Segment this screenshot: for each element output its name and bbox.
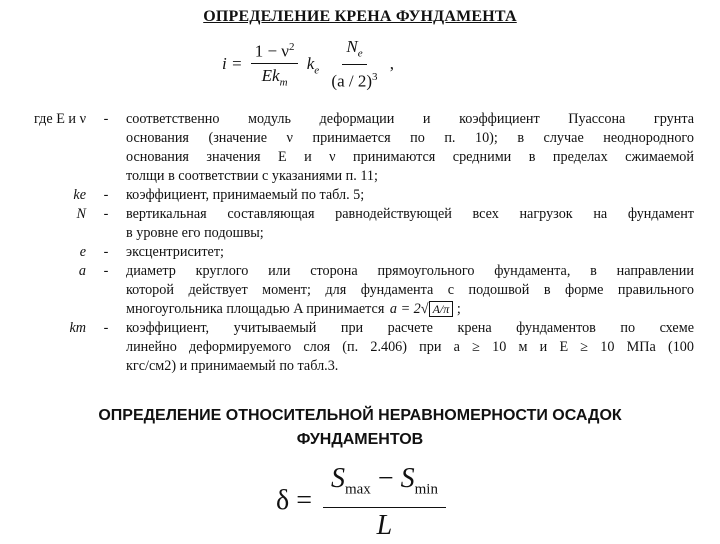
fraction-poisson: $\frac{1 - \nu^2}{Ek_m}$ xyxy=(251,36,299,94)
definition-symbol: где E и ν xyxy=(34,111,86,127)
page-title: ОПРЕДЕЛЕНИЕ КРЕНА ФУНДАМЕНТА xyxy=(203,8,517,25)
formula-lhs: i = xyxy=(222,53,243,73)
definition-row: ke - коэффициент, принимаемый по табл. 5; xyxy=(0,186,720,205)
definition-symbol: N xyxy=(76,206,86,222)
definition-row: N - вертикальная составляющая равнодействующей всех нагрузок на фундамент xyxy=(0,205,720,224)
tilt-formula: i = $\frac{1 - \nu^2}{Ek_m}$ $k_e$ $\frac{N_e}{(a / 2)^3}$ , xyxy=(222,36,394,94)
fraction-settlement: $\frac{S_{max} - S_{min}}{L}$ xyxy=(323,462,446,544)
definition-row: km - коэффициент, учитываемый при расчете крена фундаментов по схеме xyxy=(0,319,720,338)
fraction-load: $\frac{N_e}{(a / 2)^3}$ xyxy=(331,37,378,92)
definitions-list: где E и ν - соответственно модуль деформации и коэффициент Пуассона грунта основания (значение ν принимается по п. 10); в случае неоднородного основания значения E и ν принимаются средними в пределах сжимаемой толщи в соответствии с указаниями п. 11; ke - коэффициент, принимаемый по табл. 5; N - вертикальная составляющая равнодействующей всех нагрузок на фундамент в уровне его подошвы; e - эксцентриситет; a - диаметр круглого или сторона прямоугольного фундамента, в направлении которой действует момент; для фундамента с подошвой в форме правильного многоугольника площадью A принимается a = 2√ A/π ; km - коэффициент, учитываемый при расчете крена фундаментов по схеме линейно деформируемого слоя (п. 2.406) при a ≥ 10 м и E ≥ 10 МПа (100 кгс/см2) и принимаемый по табл.3. xyxy=(0,110,720,376)
section-heading: ОПРЕДЕЛЕНИЕ ОТНОСИТЕЛЬНОЙ НЕРАВНОМЕРНОСТИ ОСАДОК ФУНДАМЕНТОВ xyxy=(98,407,622,448)
definition-row: a - диаметр круглого или сторона прямоугольного фундамента, в направлении xyxy=(0,262,720,281)
definition-row: где E и ν - соответственно модуль деформации и коэффициент Пуассона грунта xyxy=(0,110,720,129)
definition-row: e - эксцентриситет; xyxy=(0,243,720,262)
inline-formula: a = 2√ A/π ; xyxy=(389,301,461,317)
ke-factor: $k_e$ xyxy=(306,53,320,77)
definition-symbol: ke xyxy=(73,187,86,203)
definition-symbol: km xyxy=(69,320,86,336)
settlement-formula: δ = $\frac{S_{max} - S_{min}}{L}$ xyxy=(276,462,450,544)
definition-symbol: e xyxy=(79,244,86,260)
definition-symbol: a xyxy=(78,263,86,279)
sqrt-icon: √ xyxy=(420,301,429,317)
